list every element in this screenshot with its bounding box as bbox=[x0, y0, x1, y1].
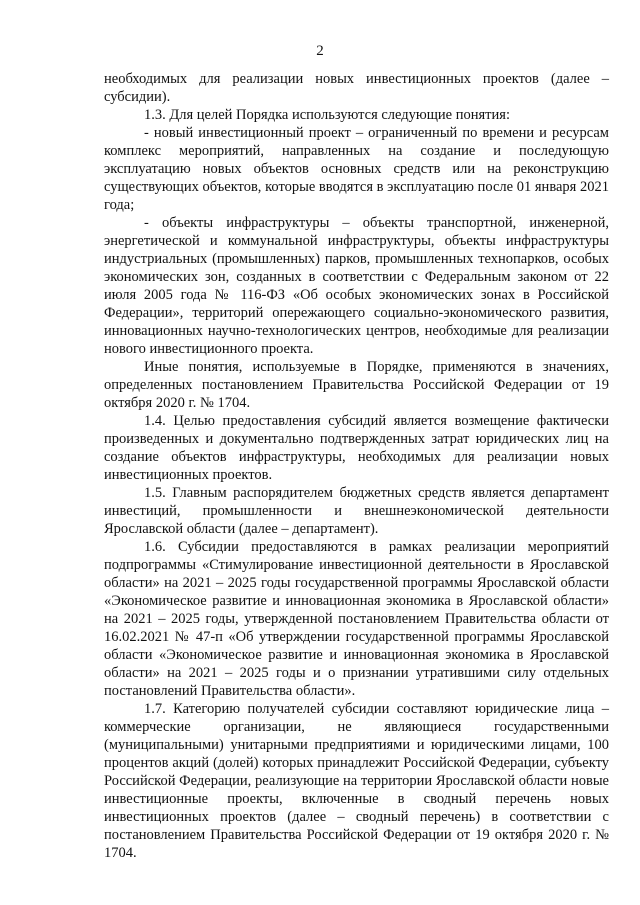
page-number: 2 bbox=[316, 43, 324, 59]
paragraph-1-6: 1.6. Субсидии предоставляются в рамках реализации мероприятий подпрограммы «Стимулирование инвестиционной деятельности в Ярославской области» на 2021 – 2025 годы государственной программы Ярославской области «Экономическое развитие и инновационная экономика в Ярославской области» на 2021 – 2025 годы, утвержденной постановлением Правительства области от 16.02.2021 № 47-п «Об утверждении государственной программы Ярославской области «Экономическое развитие и инновационная экономика в Ярославской области» на 2021 – 2025 годы и о признании утратившими силу отдельных постановлений Правительства области». bbox=[104, 539, 609, 699]
paragraph-definition-infrastructure: - объекты инфраструктуры – объекты транспортной, инженерной, энергетической и коммунальной инфраструктуры, объекты инфраструктуры индустриальных (промышленных) парков, промышленных технопарков, особых экономических зон, созданных в соответствии с Федеральным законом от 22 июля 2005 года № 116-ФЗ «Об особых экономических зонах в Российской Федерации», территорий опережающего социально-экономического развития, инновационных научно-технологических центров, необходимые для реализации нового инвестиционного проекта. bbox=[104, 215, 609, 357]
paragraph-1-4: 1.4. Целью предоставления субсидий является возмещение фактически произведенных и документально подтвержденных затрат юридических лиц на создание объектов инфраструктуры, необходимых для реализации новых инвестиционных проектов. bbox=[104, 413, 609, 483]
paragraph-1-7: 1.7. Категорию получателей субсидии составляют юридические лица – коммерческие организации, не являющиеся государственными (муниципальными) унитарными предприятиями и юридическими лицами, 100 процентов акций (долей) которых принадлежит Российской Федерации, субъекту Российской Федерации, реализующие на территории Ярославской области новые инвестиционные проекты, включенные в сводный перечень новых инвестиционных проектов (далее – сводный перечень) в соответствии с постановлением Правительства Российской Федерации от 19 октября 2020 г. № 1704. bbox=[104, 701, 609, 861]
paragraph-1-5: 1.5. Главным распорядителем бюджетных средств является департамент инвестиций, промышленности и внешнеэкономической деятельности Ярославской области (далее – департамент). bbox=[104, 485, 609, 537]
paragraph-subsidies-continuation: необходимых для реализации новых инвестиционных проектов (далее – субсидии). bbox=[104, 71, 609, 105]
document-body bbox=[104, 70, 609, 862]
paragraph-other-terms: Иные понятия, используемые в Порядке, применяются в значениях, определенных постановлением Правительства Российской Федерации от 19 октября 2020 г. № 1704. bbox=[104, 359, 609, 411]
paragraph-1-3: 1.3. Для целей Порядка используются следующие понятия: bbox=[144, 107, 510, 123]
paragraph-definition-new-project: - новый инвестиционный проект – ограниченный по времени и ресурсам комплекс мероприятий, направленных на создание и последующую эксплуатацию новых объектов основных средств или на реконструкцию существующих объектов, которые вводятся в эксплуатацию после 01 января 2021 года; bbox=[104, 125, 609, 213]
